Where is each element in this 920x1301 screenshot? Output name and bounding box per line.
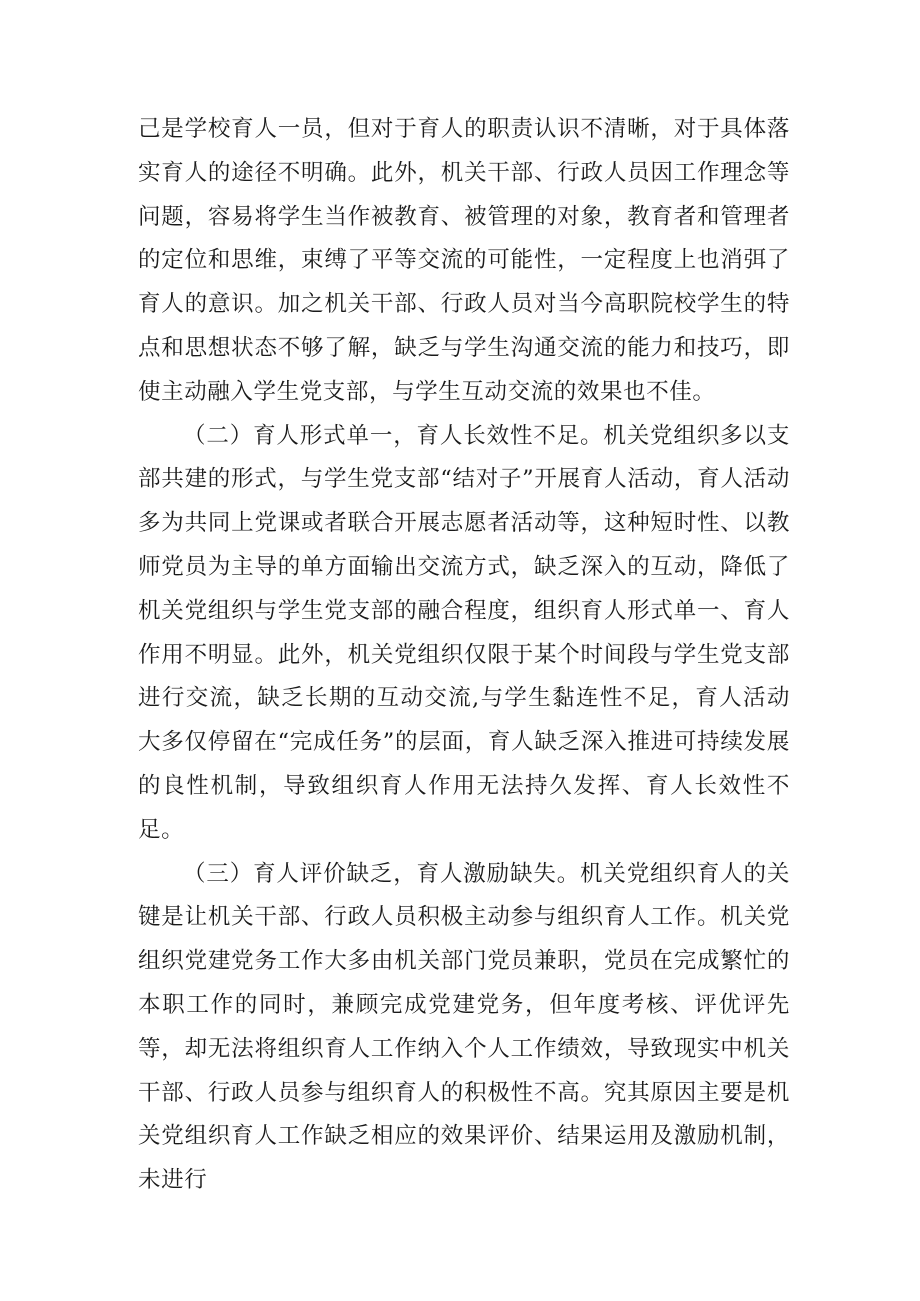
body-text [138,108,790,1203]
paragraph-section-three: （三）育人评价缺乏，育人激励缺失。机关党组织育人的关键是让机关干部、行政人员积极主动参与组织育人工作。机关党组织党建党务工作大多由机关部门党员兼职，党员在完成繁忙的本职工作的同时，兼顾完成党建党务，但年度考核、评优评先等，却无法将组织育人工作纳入个人工作绩效，导致现实中机关干部、行政人员参与组织育人的积极性不高。究其原因主要是机关党组织育人工作缺乏相应的效果评价、结果运用及激励机制，未进行 [138,860,790,1194]
paragraph-section-two: （二）育人形式单一，育人长效性不足。机关党组织多以支部共建的形式，与学生党支部“结对子”开展育人活动，育人活动多为共同上党课或者联合开展志愿者活动等，这种短时性、以教师党员为主导的单方面输出交流方式，缺乏深入的互动，降低了机关党组织与学生党支部的融合程度，组织育人形式单一、育人作用不明显。此外，机关党组织仅限于某个时间段与学生党支部进行交流，缺乏长期的互动交流,与学生黏连性不足，育人活动大多仅停留在“完成任务”的层面，育人缺乏深入推进可持续发展的良性机制，导致组织育人作用无法持久发挥、育人长效性不足。 [138,422,790,843]
paragraph-continued: 己是学校育人一员，但对于育人的职责认识不清晰，对于具体落实育人的途径不明确。此外，机关干部、行政人员因工作理念等问题，容易将学生当作被教育、被管理的对象，教育者和管理者的定位和思维，束缚了平等交流的可能性，一定程度上也消弭了育人的意识。加之机关干部、行政人员对当今高职院校学生的特点和思想状态不够了解，缺乏与学生沟通交流的能力和技巧，即使主动融入学生党支部，与学生互动交流的效果也不佳。 [138,116,790,405]
